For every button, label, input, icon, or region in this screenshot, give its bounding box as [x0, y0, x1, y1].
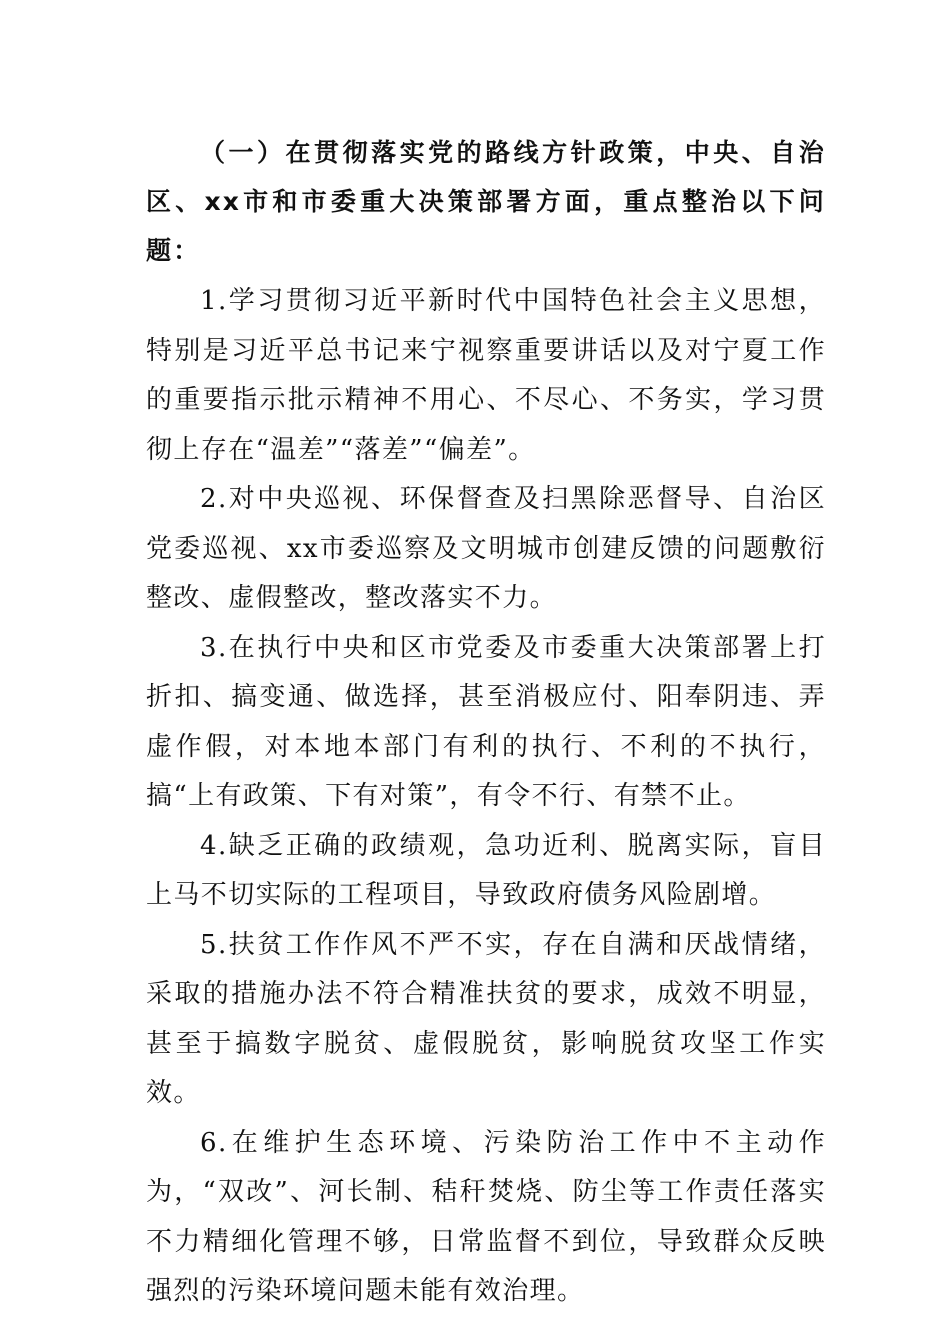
list-item-6: 6.在维护生态环境、污染防治工作中不主动作为，“双改”、河长制、秸秆焚烧、防尘等工作责任落实不力精细化管理不够，日常监督不到位，导致群众反映强烈的污染环境问题未能有效治理。 [146, 1127, 826, 1306]
list-item-2: 2.对中央巡视、环保督查及扫黑除恶督导、自治区党委巡视、xx市委巡察及文明城市创建反馈的问题敷衍整改、虚假整改，整改落实不力。 [146, 484, 826, 613]
list-item-5: 5.扶贫工作作风不严不实，存在自满和厌战情绪，采取的措施办法不符合精准扶贫的要求，成效不明显，甚至于搞数字脱贫、虚假脱贫，影响脱贫攻坚工作实效。 [146, 929, 826, 1108]
document-body [146, 128, 826, 1317]
list-item-4: 4.缺乏正确的政绩观，急功近利、脱离实际，盲目上马不切实际的工程项目，导致政府债务风险剧增。 [146, 830, 826, 910]
list-item-1: 1.学习贯彻习近平新时代中国特色社会主义思想，特别是习近平总书记来宁视察重要讲话以及对宁夏工作的重要指示批示精神不用心、不尽心、不务实，学习贯彻上存在“温差”“落差”“偏差”。 [146, 286, 826, 465]
section-heading: （一）在贯彻落实党的路线方针政策，中央、自治区、xx市和市委重大决策部署方面，重点整治以下问题： [146, 138, 826, 265]
list-item-3: 3.在执行中央和区市党委及市委重大决策部署上打折扣、搞变通、做选择，甚至消极应付、阳奉阴违、弄虚作假，对本地本部门有利的执行、不利的不执行，搞“上有政策、下有对策”，有令不行、有禁不止。 [146, 632, 826, 811]
